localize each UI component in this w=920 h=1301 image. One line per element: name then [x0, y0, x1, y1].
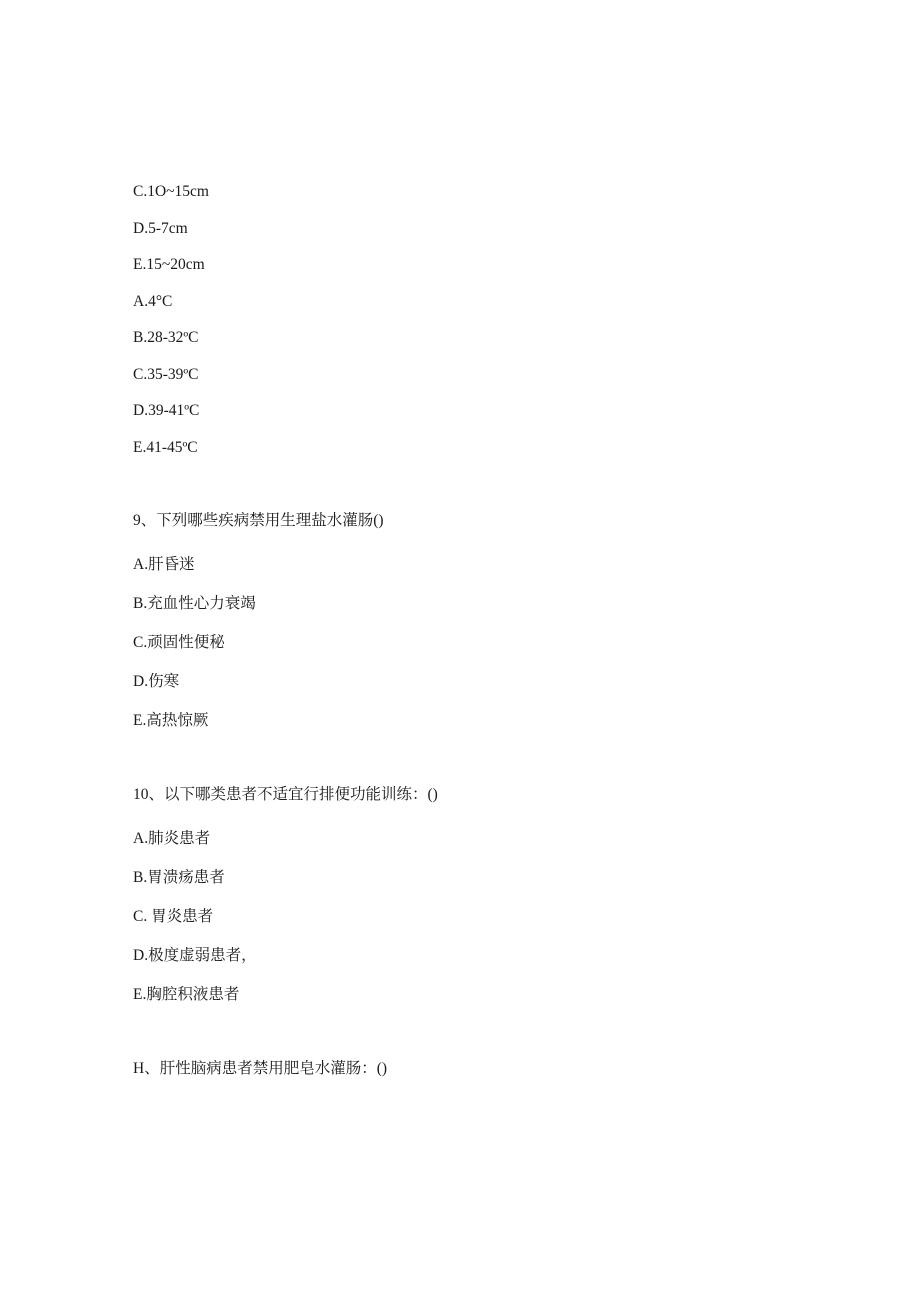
option-line: E.15~20cm	[133, 256, 205, 273]
question-9: 9、下列哪些疾病禁用生理盐水灌肠()	[133, 512, 384, 529]
option-line: D.39-41ºC	[133, 402, 200, 419]
option-line: D.伤寒	[133, 673, 180, 690]
option-line: A.4°C	[133, 293, 173, 310]
option-line: E.41-45ºC	[133, 439, 198, 456]
option-line: B.胃溃疡患者	[133, 869, 225, 886]
option-line: B.充血性心力衰竭	[133, 595, 256, 612]
question-10: 10、以下哪类患者不适宜行排便功能训练：()	[133, 786, 438, 803]
option-line: C.35-39ºC	[133, 366, 199, 383]
option-line: A.肺炎患者	[133, 830, 211, 847]
option-line: D.5-7cm	[133, 220, 188, 237]
option-line: B.28-32ºC	[133, 329, 199, 346]
option-line: A.肝昏迷	[133, 556, 195, 573]
option-line: E.高热惊厥	[133, 712, 209, 729]
question-11: H、肝性脑病患者禁用肥皂水灌肠：()	[133, 1060, 388, 1077]
option-line: D.极度虚弱患者，	[133, 947, 257, 964]
option-line: C.顽固性便秘	[133, 634, 225, 651]
option-line: C.1O~15cm	[133, 183, 209, 200]
option-line: C. 胃炎患者	[133, 908, 214, 925]
option-line: E.胸腔积液患者	[133, 986, 240, 1003]
